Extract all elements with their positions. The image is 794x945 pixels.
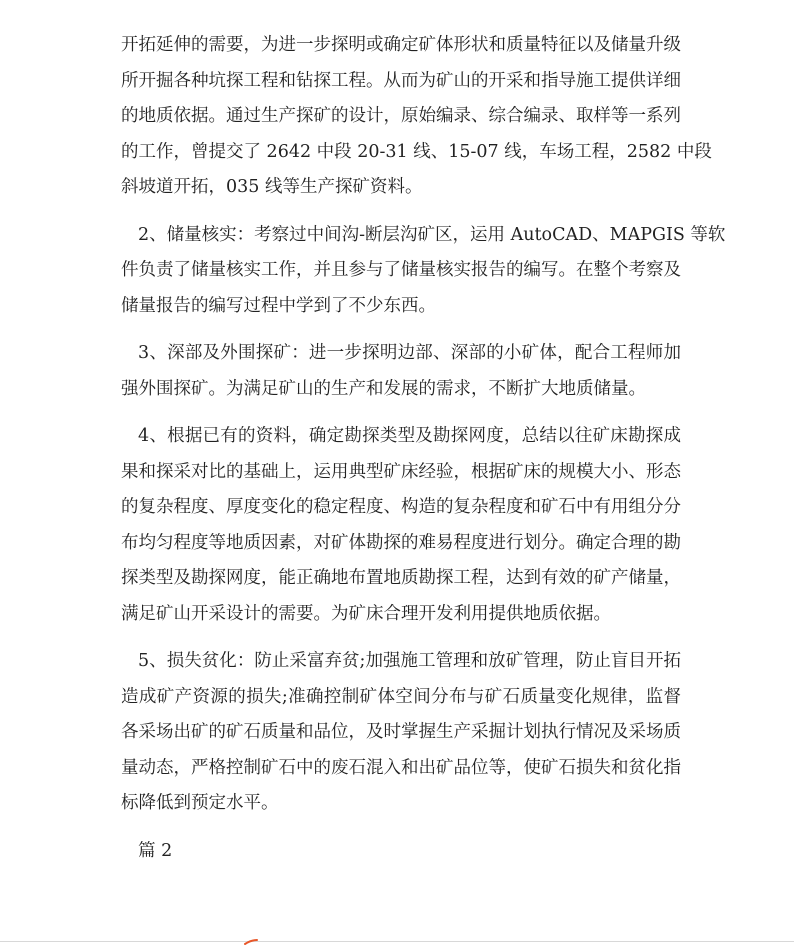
text-line: 件负责了储量核实工作，并且参与了储量核实报告的编写。在整个考察及 bbox=[121, 260, 681, 280]
text-line: 斜坡道开拓，035 线等生产探矿资料。 bbox=[121, 177, 423, 197]
text-line: 储量报告的编写过程中学到了不少东西。 bbox=[121, 295, 436, 316]
page-bottom-divider bbox=[0, 941, 794, 942]
text-line: 各采场出矿的矿石质量和品位，及时掌握生产采掘计划执行情况及采场质 bbox=[121, 722, 681, 742]
text-line: 探类型及勘探网度，能正确地布置地质勘探工程，达到有效的矿产储量， bbox=[121, 568, 681, 588]
paragraph-item-2 bbox=[121, 218, 726, 325]
text-line: 果和探采对比的基础上，运用典型矿床经验，根据矿床的规模大小、形态 bbox=[121, 461, 681, 482]
paragraph-item-4 bbox=[121, 419, 681, 632]
text-line: 4、根据已有的资料，确定勘探类型及勘探网度，总结以往矿床勘探成 bbox=[138, 426, 681, 446]
text-line: 的工作，曾提交了 2642 中段 20-31 线、15-07 线，车场工程，2582 中段 bbox=[121, 141, 712, 162]
document-body bbox=[121, 28, 726, 869]
text-line: 强外围探矿。为满足矿山的生产和发展的需求，不断扩大地质储量。 bbox=[121, 378, 646, 399]
paragraph-item-3 bbox=[121, 336, 681, 407]
text-line: 满足矿山开采设计的需要。为矿床合理开发利用提供地质依据。 bbox=[121, 603, 611, 624]
text-line: 标降低到预定水平。 bbox=[121, 793, 279, 813]
text-line: 的复杂程度、厚度变化的稳定程度、构造的复杂程度和矿石中有用组分分 bbox=[121, 497, 681, 517]
text-line: 的地质依据。通过生产探矿的设计，原始编录、综合编录、取样等一系列 bbox=[121, 106, 681, 126]
red-stroke-mark-icon bbox=[244, 939, 258, 945]
text-line: 所开掘各种坑探工程和钻探工程。从而为矿山的开采和指导施工提供详细 bbox=[121, 70, 681, 91]
text-line: 2、储量核实：考察过中间沟-断层沟矿区，运用 AutoCAD、MAPGIS 等软 bbox=[138, 224, 726, 245]
text-line: 布均匀程度等地质因素，对矿体勘探的难易程度进行划分。确定合理的勘 bbox=[121, 532, 681, 553]
text-line: 造成矿产资源的损失;准确控制矿体空间分布与矿石质量变化规律，监督 bbox=[121, 686, 681, 707]
text-line: 3、深部及外围探矿：进一步探明边部、深部的小矿体，配合工程师加 bbox=[138, 343, 681, 363]
text-line: 5、损失贫化：防止采富弃贫;加强施工管理和放矿管理，防止盲目开拓 bbox=[138, 651, 681, 671]
section-heading: 篇 2 bbox=[138, 840, 173, 861]
paragraph-intro bbox=[121, 28, 712, 206]
text-line: 开拓延伸的需要，为进一步探明或确定矿体形状和质量特征以及储量升级 bbox=[121, 35, 681, 55]
paragraph-item-5 bbox=[121, 644, 681, 822]
text-line: 量动态，严格控制矿石中的废石混入和出矿品位等，使矿石损失和贫化指 bbox=[121, 757, 681, 778]
